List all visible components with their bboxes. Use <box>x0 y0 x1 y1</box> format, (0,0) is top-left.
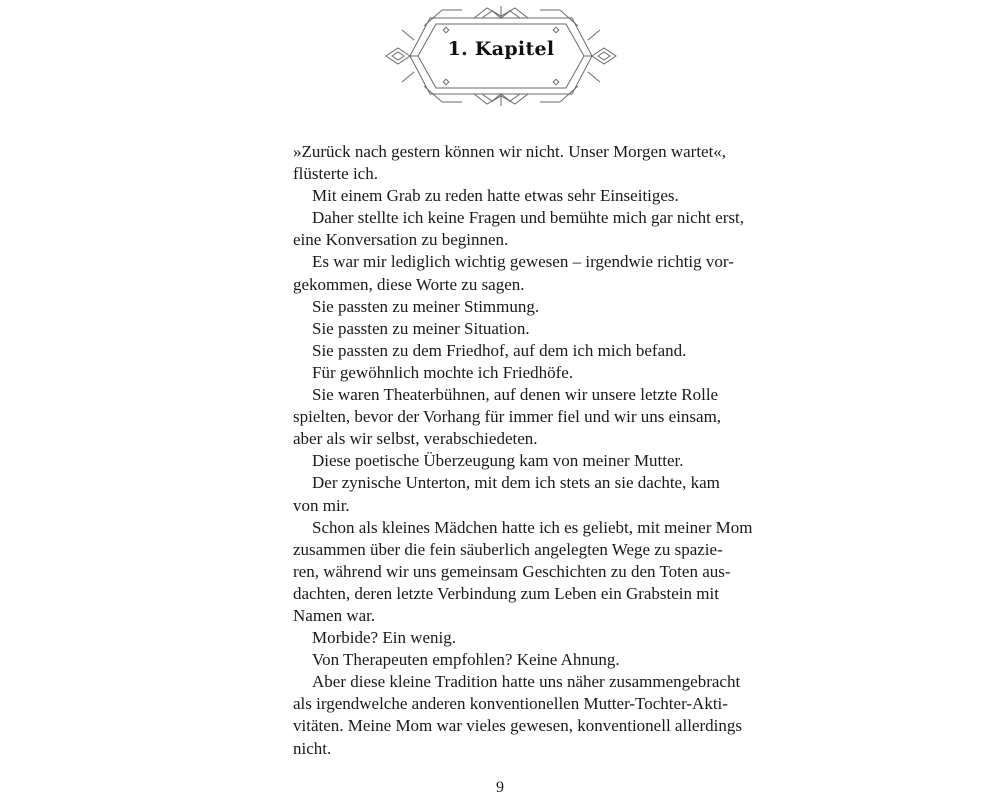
text-line: dachten, deren letzte Verbindung zum Leben ein Grabstein mit <box>293 583 719 603</box>
text-line: von mir. <box>293 495 350 515</box>
paragraph <box>293 251 734 295</box>
text-line: gekommen, diese Worte zu sagen. <box>293 274 525 294</box>
text-line: Diese poetische Überzeugung kam von meiner Mutter. <box>312 451 684 471</box>
text-line: Sie passten zu dem Friedhof, auf dem ich mich befand. <box>312 340 687 360</box>
text-line: als irgendwelche anderen konventionellen Mutter-Tochter-Akti- <box>293 694 728 714</box>
text-line: Aber diese kleine Tradition hatte uns näher zusammengebracht <box>312 672 741 692</box>
body-text <box>293 141 753 760</box>
text-line: spielten, bevor der Vorhang für immer fiel und wir uns einsam, <box>293 407 722 427</box>
text-line: »Zurück nach gestern können wir nicht. Unser Morgen wartet«, <box>293 142 727 161</box>
paragraph <box>293 671 742 759</box>
paragraph <box>293 207 744 251</box>
paragraph <box>293 649 707 671</box>
paragraph <box>293 384 722 450</box>
text-line: vitäten. Meine Mom war vieles gewesen, konventionell allerdings <box>293 716 742 736</box>
text-line: Namen war. <box>293 605 376 625</box>
paragraph <box>293 627 707 649</box>
text-line: Es war mir lediglich wichtig gewesen – irgendwie richtig vor- <box>312 252 734 272</box>
paragraph <box>293 296 707 318</box>
text-line: Sie passten zu meiner Situation. <box>312 318 530 338</box>
text-line: Mit einem Grab zu reden hatte etwas sehr Einseitiges. <box>312 186 679 206</box>
text-line: zusammen über die fein säuberlich angelegten Wege zu spazie- <box>293 539 723 559</box>
text-line: flüsterte ich. <box>293 164 378 184</box>
text-line: Schon als kleines Mädchen hatte ich es geliebt, mit meiner Mom <box>312 517 753 537</box>
text-line: Von Therapeuten empfohlen? Keine Ahnung. <box>312 650 620 670</box>
paragraph <box>293 318 707 340</box>
paragraph <box>293 472 720 516</box>
text-line: aber als wir selbst, verabschiedeten. <box>293 429 538 449</box>
paragraph <box>293 517 753 627</box>
paragraph <box>293 362 707 384</box>
paragraph <box>293 450 707 472</box>
text-line: Für gewöhnlich mochte ich Friedhöfe. <box>312 362 574 382</box>
text-line: ren, während wir uns gemeinsam Geschichten zu den Toten aus- <box>293 561 731 581</box>
paragraph <box>293 141 727 185</box>
text-line: Daher stellte ich keine Fragen und bemühte mich gar nicht erst, <box>312 208 744 228</box>
text-line: Morbide? Ein wenig. <box>312 628 456 648</box>
chapter-title: 1. Kapitel <box>447 38 555 60</box>
text-line: Der zynische Unterton, mit dem ich stets an sie dachte, kam <box>312 473 720 493</box>
paragraph <box>293 340 707 362</box>
text-line: nicht. <box>293 738 332 758</box>
paragraph <box>293 185 707 207</box>
text-line: Sie passten zu meiner Stimmung. <box>312 296 540 316</box>
page-number: 9 <box>496 779 504 796</box>
text-line: eine Konversation zu beginnen. <box>293 230 509 250</box>
text-line: Sie waren Theaterbühnen, auf denen wir unsere letzte Rolle <box>312 385 719 405</box>
